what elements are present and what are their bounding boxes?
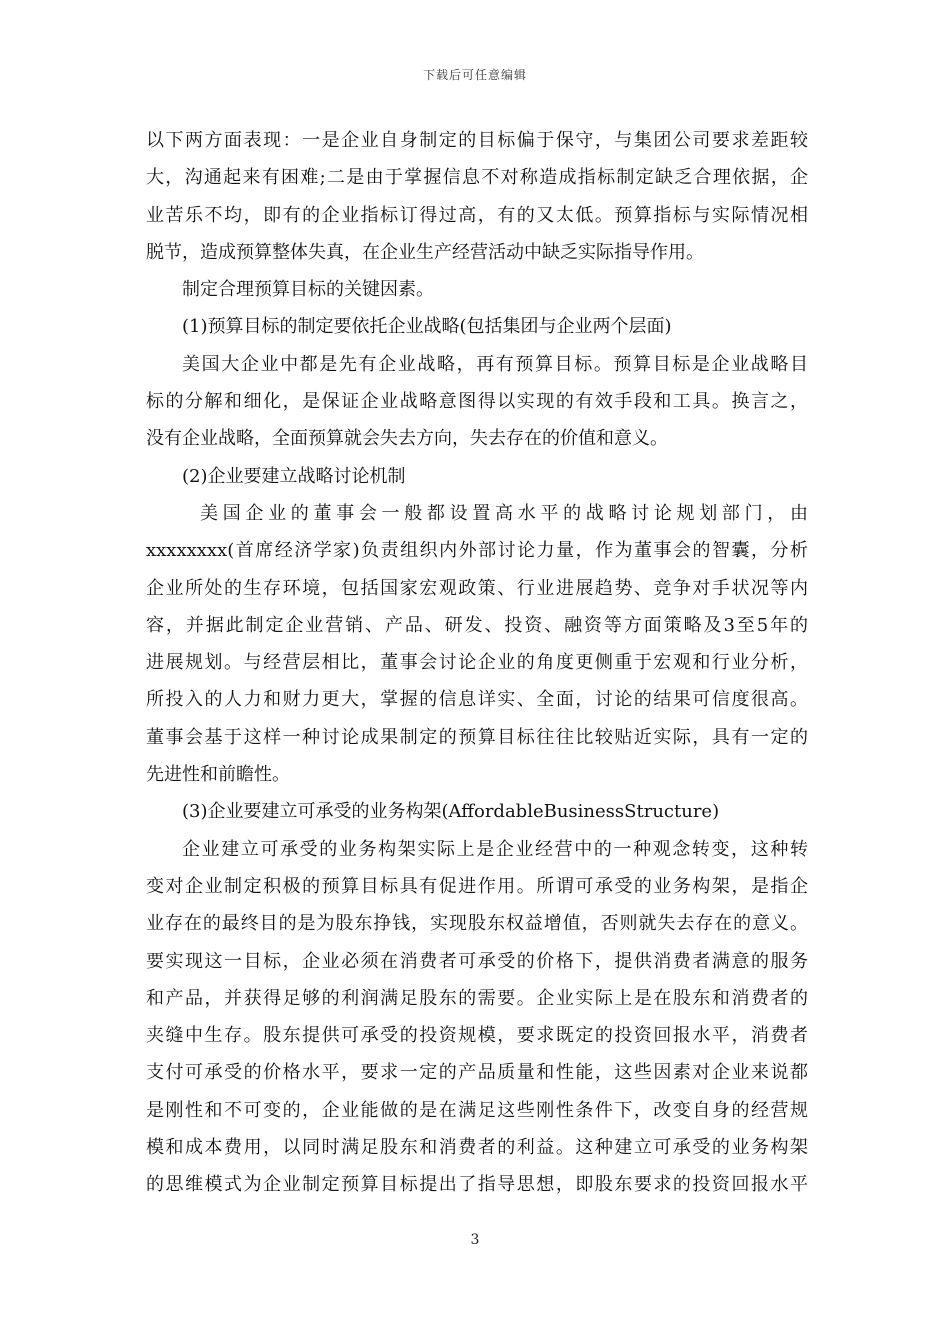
text-line: 容，并据此制定企业营销、产品、研发、投资、融资等方面策略及3至5年的 <box>146 614 808 636</box>
text-line: 夹缝中生存。股东提供可承受的投资规模，要求既定的投资回报水平，消费者 <box>146 1025 808 1047</box>
text-line: 所投入的人力和财力更大，掌握的信息详实、全面，讨论的结果可信度很高。 <box>146 689 808 711</box>
text-line: 董事会基于这样一种讨论成果制定的预算目标往往比较贴近实际，具有一定的 <box>146 726 808 748</box>
section-heading-2: (2)企业要建立战略讨论机制 <box>182 465 406 487</box>
text-line: 和产品，并获得足够的利润满足股东的需要。企业实际上是在股东和消费者的 <box>146 987 808 1009</box>
document-body <box>146 122 808 1204</box>
page-header: 下载后可任意编辑 <box>422 68 527 82</box>
section-heading-3: (3)企业要建立可承受的业务构架(AffordableBusinessStructure) <box>182 801 720 823</box>
text-line: 的思维模式为企业制定预算目标提出了指导思想，即股东要求的投资回报水平 <box>146 1174 808 1196</box>
text-line: 业苦乐不均，即有的企业指标订得过高，有的又太低。预算指标与实际情况相 <box>146 204 808 226</box>
text-line: 是刚性和不可变的，企业能做的是在满足这些刚性条件下，改变自身的经营规 <box>146 1099 808 1121</box>
section-heading-1: (1)预算目标的制定要依托企业战略(包括集团与企业两个层面) <box>182 316 672 338</box>
text-line: 标的分解和细化，是保证企业战略意图得以实现的有效手段和工具。换言之， <box>146 391 808 413</box>
text-line: 进展规划。与经营层相比，董事会讨论企业的角度更侧重于宏观和行业分析， <box>146 652 808 674</box>
text-line: xxxxxxxx(首席经济学家)负责组织内外部讨论力量，作为董事会的智囊，分析 <box>146 540 808 562</box>
text-line: 没有企业战略，全面预算就会失去方向，失去存在的价值和意义。 <box>146 428 668 450</box>
text-line: 大，沟通起来有困难;二是由于掌握信息不对称造成指标制定缺乏合理依据，企 <box>146 167 808 189</box>
text-line: 支付可承受的价格水平，要求一定的产品质量和性能，这些因素对企业来说都 <box>146 1062 808 1084</box>
text-line: 模和成本费用，以同时满足股东和消费者的利益。这种建立可承受的业务构架 <box>146 1137 808 1159</box>
text-line: 脱节，造成预算整体失真，在企业生产经营活动中缺乏实际指导作用。 <box>146 241 704 263</box>
text-line: 先进性和前瞻性。 <box>146 764 290 786</box>
page-number: 3 <box>470 1232 480 1248</box>
text-line: 业存在的最终目的是为股东挣钱，实现股东权益增值，否则就失去存在的意义。 <box>146 913 808 935</box>
section-intro: 制定合理预算目标的关键因素。 <box>182 279 434 301</box>
text-line: 要实现这一目标，企业必须在消费者可承受的价格下，提供消费者满意的服务 <box>146 950 808 972</box>
text-line: 变对企业制定积极的预算目标具有促进作用。所谓可承受的业务构架，是指企 <box>146 875 808 897</box>
text-line: 美国大企业中都是先有企业战略，再有预算目标。预算目标是企业战略目 <box>182 353 808 375</box>
text-line: 以下两方面表现：一是企业自身制定的目标偏于保守，与集团公司要求差距较 <box>146 130 808 151</box>
text-line: 企业建立可承受的业务构架实际上是企业经营中的一种观念转变，这种转 <box>182 838 808 860</box>
text-line: 美国企业的董事会一般都设置高水平的战略讨论规划部门，由 <box>200 502 808 524</box>
text-line: 企业所处的生存环境，包括国家宏观政策、行业进展趋势、竞争对手状况等内 <box>146 577 808 599</box>
